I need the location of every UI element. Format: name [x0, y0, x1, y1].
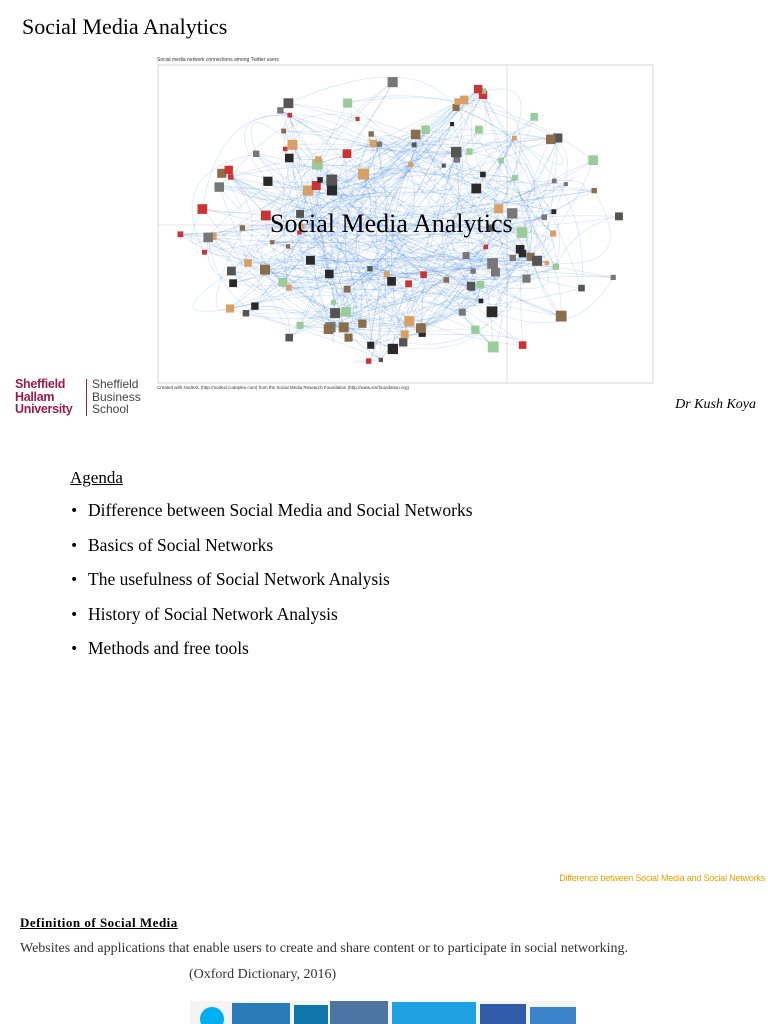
social-media-logos-image: [190, 1001, 576, 1024]
network-node: [459, 309, 466, 316]
network-node: [287, 113, 292, 118]
network-node: [545, 261, 550, 266]
network-node: [453, 104, 460, 111]
network-node: [270, 240, 274, 244]
network-node: [330, 308, 340, 318]
network-node: [178, 231, 184, 237]
network-node: [356, 117, 360, 121]
definition-text: Websites and applications that enable users to create and share content or to participate in social networking.: [20, 941, 629, 956]
network-node: [498, 158, 504, 164]
network-node: [401, 330, 409, 338]
network-node: [512, 175, 518, 181]
network-node: [450, 122, 454, 126]
network-node: [404, 316, 414, 326]
network-node: [592, 188, 597, 193]
network-node: [476, 281, 484, 289]
network-node: [384, 272, 390, 278]
network-node: [215, 182, 225, 192]
network-node: [611, 275, 616, 280]
network-node: [367, 266, 372, 271]
network-node: [286, 244, 290, 248]
network-node: [454, 98, 461, 105]
network-node: [379, 358, 383, 362]
network-node: [516, 245, 525, 254]
network-node: [331, 300, 336, 305]
network-node: [325, 270, 334, 279]
network-node: [550, 230, 556, 236]
network-node: [463, 252, 470, 259]
network-node: [366, 358, 372, 364]
skype-icon: [392, 1002, 476, 1024]
network-node: [303, 186, 313, 196]
agenda-item: • Difference between Social Media and Social Networks: [70, 500, 473, 535]
bullet-icon: •: [70, 537, 79, 554]
network-node: [203, 233, 213, 243]
network-node: [388, 77, 398, 87]
network-node: [377, 142, 382, 147]
network-node: [387, 277, 396, 286]
network-node: [288, 140, 298, 150]
network-node: [480, 172, 486, 178]
network-node: [474, 85, 482, 93]
network-node: [487, 306, 498, 317]
section-link[interactable]: Difference between Social Media and Social Networks: [559, 873, 765, 883]
network-node: [306, 256, 315, 265]
vk-icon: [330, 1001, 388, 1024]
network-node: [344, 286, 351, 293]
network-node: [341, 307, 351, 317]
linkedin-icon: [294, 1005, 328, 1024]
network-node: [487, 258, 498, 269]
network-node: [277, 107, 283, 113]
bullet-icon: •: [70, 572, 79, 589]
network-node: [479, 299, 484, 304]
graph-footer-credit: Created with NodeXL (http://nodexl.codeplex.com) from the Social Media Research Foundation (http://www.smrfoundation.org): [157, 385, 409, 390]
network-node: [615, 212, 623, 220]
network-node: [388, 344, 398, 354]
network-node: [420, 271, 427, 278]
network-node: [343, 99, 352, 108]
network-node: [553, 264, 559, 270]
logo-divider: [86, 379, 87, 416]
network-node: [229, 279, 237, 287]
network-node: [578, 285, 585, 292]
network-node: [442, 164, 446, 168]
network-node: [283, 147, 288, 152]
network-node: [285, 154, 294, 163]
ning-icon: [232, 1003, 290, 1024]
definition-source: (Oxford Dictionary, 2016): [189, 967, 337, 982]
network-node: [244, 259, 252, 267]
network-node: [370, 140, 378, 148]
network-node: [369, 131, 374, 136]
network-node: [466, 148, 473, 155]
university-logo: [15, 378, 150, 418]
network-node: [324, 324, 334, 334]
network-node: [551, 209, 556, 214]
network-node: [367, 342, 374, 349]
network-node: [339, 322, 349, 332]
network-node: [532, 256, 542, 266]
logo-university-name: Sheffield Hallam University: [15, 377, 73, 416]
network-node: [475, 126, 483, 134]
page-title: Social Media Analytics: [22, 14, 228, 39]
network-node: [228, 174, 234, 180]
network-node: [552, 179, 557, 184]
network-node: [225, 166, 233, 174]
network-node: [243, 310, 250, 317]
network-node: [345, 334, 353, 342]
network-node: [484, 245, 489, 250]
agenda-list: [70, 500, 473, 673]
logo-school-name: Sheffield Business School: [92, 377, 141, 416]
network-node: [444, 277, 450, 283]
network-node: [317, 177, 323, 183]
network-node: [411, 130, 421, 140]
network-node: [251, 302, 258, 309]
agenda-item: • Basics of Social Networks: [70, 535, 473, 570]
facebook-icon: [480, 1004, 526, 1024]
network-node: [343, 149, 352, 158]
network-node: [358, 169, 369, 180]
network-node: [286, 285, 292, 291]
agenda-item: • The usefulness of Social Network Analysis: [70, 569, 473, 604]
agenda-item: • Methods and free tools: [70, 638, 473, 673]
agenda-item: • History of Social Network Analysis: [70, 604, 473, 639]
network-node: [405, 280, 412, 287]
network-node: [202, 250, 207, 255]
network-node: [488, 342, 499, 353]
network-node: [541, 214, 547, 220]
network-node: [421, 126, 429, 134]
graph-caption: Social media network connections among Twitter users: [157, 57, 279, 63]
network-node: [297, 322, 304, 329]
network-node: [399, 338, 407, 346]
network-node: [327, 185, 337, 195]
network-node: [588, 155, 598, 165]
network-node: [519, 341, 527, 349]
network-node: [510, 255, 516, 261]
graph-overlay-title: Social Media Analytics: [270, 209, 513, 238]
network-node: [408, 162, 413, 167]
network-node: [285, 334, 293, 342]
blog-icon: [530, 1007, 576, 1024]
agenda-heading: Agenda: [70, 468, 123, 487]
network-node: [253, 151, 259, 157]
network-node: [226, 304, 234, 312]
network-node: [315, 156, 322, 163]
network-node: [416, 323, 426, 333]
network-node: [240, 225, 245, 230]
network-node: [358, 320, 366, 328]
network-node: [530, 113, 538, 121]
network-node: [491, 268, 500, 277]
network-node: [471, 184, 481, 194]
network-node: [467, 282, 475, 290]
bullet-icon: •: [70, 606, 79, 623]
definition-heading: Definition of Social Media: [20, 915, 178, 930]
network-node: [460, 96, 469, 105]
bullet-icon: •: [70, 641, 79, 658]
network-node: [522, 275, 530, 283]
network-node: [281, 129, 286, 134]
network-node: [451, 147, 462, 158]
network-node: [198, 204, 208, 214]
author-name: Dr Kush Koya: [675, 397, 756, 412]
network-node: [284, 98, 294, 108]
network-node: [512, 136, 517, 141]
network-node: [471, 269, 476, 274]
network-node: [517, 227, 528, 238]
network-node: [227, 267, 236, 276]
network-node: [260, 265, 270, 275]
network-node: [263, 177, 272, 186]
network-node: [471, 326, 479, 334]
network-node: [326, 175, 337, 186]
network-node: [546, 135, 556, 145]
network-node: [412, 142, 417, 147]
network-node: [564, 182, 568, 186]
network-node: [556, 311, 567, 322]
network-node: [278, 278, 287, 287]
bullet-icon: •: [70, 503, 79, 519]
